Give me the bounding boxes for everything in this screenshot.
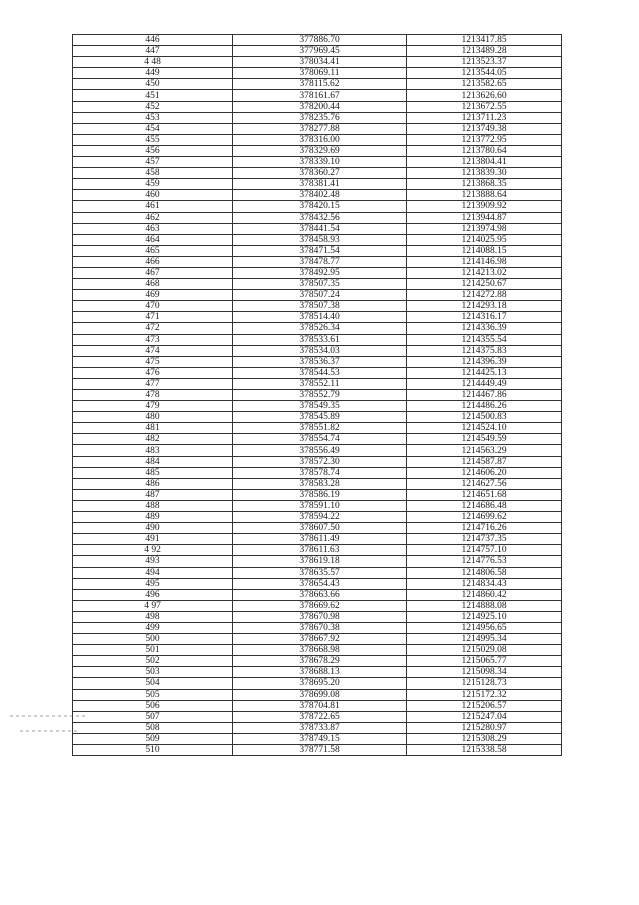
point-number-cell: 455 (73, 134, 233, 145)
y-coordinate-cell: 1213772.95 (407, 134, 562, 145)
y-coordinate-cell: 1214272.88 (407, 290, 562, 301)
x-coordinate-cell: 378235.76 (233, 112, 407, 123)
point-number-cell: 474 (73, 345, 233, 356)
y-coordinate-cell: 1215247.04 (407, 711, 562, 722)
y-coordinate-cell: 1214396.39 (407, 356, 562, 367)
point-number-cell: 479 (73, 401, 233, 412)
point-number-cell: 464 (73, 234, 233, 245)
table-row (73, 256, 562, 267)
point-number-cell: 496 (73, 589, 233, 600)
coordinates-table-body (73, 35, 562, 756)
y-coordinate-cell: 1215098.34 (407, 667, 562, 678)
x-coordinate-cell: 378034.41 (233, 57, 407, 68)
x-coordinate-cell: 378552.11 (233, 378, 407, 389)
table-row (73, 545, 562, 556)
y-coordinate-cell: 1214293.18 (407, 301, 562, 312)
point-number-cell: 470 (73, 301, 233, 312)
table-row (73, 35, 562, 46)
x-coordinate-cell: 378552.79 (233, 390, 407, 401)
table-row (73, 79, 562, 90)
y-coordinate-cell: 1214716.26 (407, 523, 562, 534)
y-coordinate-cell: 1215206.57 (407, 700, 562, 711)
y-coordinate-cell: 1213489.28 (407, 46, 562, 57)
table-row (73, 611, 562, 622)
table-row (73, 567, 562, 578)
point-number-cell: 467 (73, 267, 233, 278)
point-number-cell: 490 (73, 523, 233, 534)
point-number-cell: 504 (73, 678, 233, 689)
y-coordinate-cell: 1214486.26 (407, 401, 562, 412)
coordinates-table (72, 34, 562, 756)
y-coordinate-cell: 1214925.10 (407, 611, 562, 622)
point-number-cell: 468 (73, 279, 233, 290)
x-coordinate-cell: 378492.95 (233, 267, 407, 278)
point-number-cell: 473 (73, 334, 233, 345)
table-row (73, 512, 562, 523)
y-coordinate-cell: 1213672.55 (407, 101, 562, 112)
table-row (73, 445, 562, 456)
x-coordinate-cell: 378667.92 (233, 634, 407, 645)
point-number-cell: 493 (73, 556, 233, 567)
y-coordinate-cell: 1214524.10 (407, 423, 562, 434)
x-coordinate-cell: 378578.74 (233, 467, 407, 478)
y-coordinate-cell: 1213868.35 (407, 179, 562, 190)
x-coordinate-cell: 378471.54 (233, 245, 407, 256)
y-coordinate-cell: 1213804.41 (407, 157, 562, 168)
point-number-cell: 471 (73, 312, 233, 323)
x-coordinate-cell: 378507.38 (233, 301, 407, 312)
table-row (73, 678, 562, 689)
point-number-cell: 487 (73, 489, 233, 500)
y-coordinate-cell: 1213780.64 (407, 145, 562, 156)
table-row (73, 57, 562, 68)
y-coordinate-cell: 1214686.48 (407, 500, 562, 511)
table-row (73, 345, 562, 356)
x-coordinate-cell: 378551.82 (233, 423, 407, 434)
y-coordinate-cell: 1214776.53 (407, 556, 562, 567)
point-number-cell: 463 (73, 223, 233, 234)
x-coordinate-cell: 378611.63 (233, 545, 407, 556)
y-coordinate-cell: 1215065.77 (407, 656, 562, 667)
table-row (73, 733, 562, 744)
point-number-cell: 451 (73, 90, 233, 101)
table-row (73, 423, 562, 434)
table-row (73, 301, 562, 312)
point-number-cell: 482 (73, 434, 233, 445)
table-row (73, 589, 562, 600)
table-row (73, 90, 562, 101)
y-coordinate-cell: 1214995.34 (407, 634, 562, 645)
point-number-cell: 447 (73, 46, 233, 57)
table-row (73, 157, 562, 168)
x-coordinate-cell: 378507.35 (233, 279, 407, 290)
y-coordinate-cell: 1213909.92 (407, 201, 562, 212)
table-row (73, 356, 562, 367)
x-coordinate-cell: 378549.35 (233, 401, 407, 412)
table-row (73, 145, 562, 156)
y-coordinate-cell: 1214467.86 (407, 390, 562, 401)
x-coordinate-cell: 378402.48 (233, 190, 407, 201)
y-coordinate-cell: 1215338.58 (407, 745, 562, 756)
x-coordinate-cell: 378544.53 (233, 367, 407, 378)
point-number-cell: 462 (73, 212, 233, 223)
y-coordinate-cell: 1214834.43 (407, 578, 562, 589)
point-number-cell: 480 (73, 412, 233, 423)
y-coordinate-cell: 1213944.87 (407, 212, 562, 223)
x-coordinate-cell: 378277.88 (233, 123, 407, 134)
point-number-cell: 456 (73, 145, 233, 156)
point-number-cell: 4 92 (73, 545, 233, 556)
x-coordinate-cell: 378678.29 (233, 656, 407, 667)
y-coordinate-cell: 1213523.37 (407, 57, 562, 68)
point-number-cell: 4 97 (73, 600, 233, 611)
x-coordinate-cell: 378670.98 (233, 611, 407, 622)
y-coordinate-cell: 1214563.29 (407, 445, 562, 456)
y-coordinate-cell: 1214355.54 (407, 334, 562, 345)
x-coordinate-cell: 378556.49 (233, 445, 407, 456)
table-row (73, 478, 562, 489)
point-number-cell: 508 (73, 722, 233, 733)
table-row (73, 401, 562, 412)
x-coordinate-cell: 378381.41 (233, 179, 407, 190)
point-number-cell: 505 (73, 689, 233, 700)
y-coordinate-cell: 1214425.13 (407, 367, 562, 378)
point-number-cell: 472 (73, 323, 233, 334)
x-coordinate-cell: 378069.11 (233, 68, 407, 79)
table-row (73, 556, 562, 567)
x-coordinate-cell: 378554.74 (233, 434, 407, 445)
y-coordinate-cell: 1213888.64 (407, 190, 562, 201)
point-number-cell: 498 (73, 611, 233, 622)
x-coordinate-cell: 378534.03 (233, 345, 407, 356)
y-coordinate-cell: 1214606.20 (407, 467, 562, 478)
x-coordinate-cell: 378420.15 (233, 201, 407, 212)
table-row (73, 722, 562, 733)
x-coordinate-cell: 378607.50 (233, 523, 407, 534)
point-number-cell: 475 (73, 356, 233, 367)
table-row (73, 112, 562, 123)
x-coordinate-cell: 378669.62 (233, 600, 407, 611)
x-coordinate-cell: 377969.45 (233, 46, 407, 57)
table-row (73, 323, 562, 334)
table-row (73, 634, 562, 645)
table-row (73, 500, 562, 511)
y-coordinate-cell: 1213417.85 (407, 35, 562, 46)
x-coordinate-cell: 378360.27 (233, 168, 407, 179)
table-row (73, 223, 562, 234)
y-coordinate-cell: 1213839.30 (407, 168, 562, 179)
point-number-cell: 507 (73, 711, 233, 722)
table-row (73, 101, 562, 112)
point-number-cell: 503 (73, 667, 233, 678)
y-coordinate-cell: 1214587.87 (407, 456, 562, 467)
point-number-cell: 502 (73, 656, 233, 667)
point-number-cell: 506 (73, 700, 233, 711)
table-row (73, 267, 562, 278)
x-coordinate-cell: 378654.43 (233, 578, 407, 589)
point-number-cell: 466 (73, 256, 233, 267)
point-number-cell: 486 (73, 478, 233, 489)
x-coordinate-cell: 378695.20 (233, 678, 407, 689)
point-number-cell: 449 (73, 68, 233, 79)
x-coordinate-cell: 378699.08 (233, 689, 407, 700)
table-row (73, 578, 562, 589)
point-number-cell: 509 (73, 733, 233, 744)
y-coordinate-cell: 1214449.49 (407, 378, 562, 389)
point-number-cell: 446 (73, 35, 233, 46)
y-coordinate-cell: 1214088.15 (407, 245, 562, 256)
x-coordinate-cell: 378591.10 (233, 500, 407, 511)
x-coordinate-cell: 378704.81 (233, 700, 407, 711)
scan-artifact (20, 730, 80, 732)
y-coordinate-cell: 1214375.83 (407, 345, 562, 356)
y-coordinate-cell: 1213749.38 (407, 123, 562, 134)
point-number-cell: 485 (73, 467, 233, 478)
table-row (73, 245, 562, 256)
y-coordinate-cell: 1214146.98 (407, 256, 562, 267)
point-number-cell: 494 (73, 567, 233, 578)
y-coordinate-cell: 1215029.08 (407, 645, 562, 656)
table-row (73, 456, 562, 467)
y-coordinate-cell: 1214500.83 (407, 412, 562, 423)
x-coordinate-cell: 378533.61 (233, 334, 407, 345)
x-coordinate-cell: 378635.57 (233, 567, 407, 578)
point-number-cell: 477 (73, 378, 233, 389)
table-row (73, 667, 562, 678)
point-number-cell: 465 (73, 245, 233, 256)
x-coordinate-cell: 378478.77 (233, 256, 407, 267)
table-row (73, 279, 562, 290)
point-number-cell: 488 (73, 500, 233, 511)
x-coordinate-cell: 378514.40 (233, 312, 407, 323)
table-row (73, 711, 562, 722)
table-row (73, 201, 562, 212)
y-coordinate-cell: 1215308.29 (407, 733, 562, 744)
table-row (73, 645, 562, 656)
y-coordinate-cell: 1215280.97 (407, 722, 562, 733)
point-number-cell: 484 (73, 456, 233, 467)
y-coordinate-cell: 1214213.02 (407, 267, 562, 278)
point-number-cell: 450 (73, 79, 233, 90)
x-coordinate-cell: 378441.54 (233, 223, 407, 234)
point-number-cell: 459 (73, 179, 233, 190)
y-coordinate-cell: 1214336.39 (407, 323, 562, 334)
table-row (73, 390, 562, 401)
point-number-cell: 476 (73, 367, 233, 378)
point-number-cell: 510 (73, 745, 233, 756)
table-row (73, 622, 562, 633)
x-coordinate-cell: 378572.30 (233, 456, 407, 467)
x-coordinate-cell: 378536.37 (233, 356, 407, 367)
x-coordinate-cell: 378432.56 (233, 212, 407, 223)
point-number-cell: 454 (73, 123, 233, 134)
table-row (73, 290, 562, 301)
y-coordinate-cell: 1215172.32 (407, 689, 562, 700)
x-coordinate-cell: 378688.13 (233, 667, 407, 678)
table-row (73, 489, 562, 500)
table-row (73, 168, 562, 179)
table-row (73, 179, 562, 190)
y-coordinate-cell: 1213626.60 (407, 90, 562, 101)
point-number-cell: 483 (73, 445, 233, 456)
x-coordinate-cell: 378722.65 (233, 711, 407, 722)
y-coordinate-cell: 1213974.98 (407, 223, 562, 234)
point-number-cell: 457 (73, 157, 233, 168)
y-coordinate-cell: 1214549.59 (407, 434, 562, 445)
y-coordinate-cell: 1214025.95 (407, 234, 562, 245)
point-number-cell: 501 (73, 645, 233, 656)
table-row (73, 378, 562, 389)
x-coordinate-cell: 378583.28 (233, 478, 407, 489)
x-coordinate-cell: 378200.44 (233, 101, 407, 112)
table-row (73, 134, 562, 145)
point-number-cell: 461 (73, 201, 233, 212)
table-row (73, 412, 562, 423)
y-coordinate-cell: 1214956.65 (407, 622, 562, 633)
x-coordinate-cell: 378507.24 (233, 290, 407, 301)
point-number-cell: 500 (73, 634, 233, 645)
point-number-cell: 452 (73, 101, 233, 112)
x-coordinate-cell: 378586.19 (233, 489, 407, 500)
table-row (73, 523, 562, 534)
y-coordinate-cell: 1214860.42 (407, 589, 562, 600)
point-number-cell: 481 (73, 423, 233, 434)
x-coordinate-cell: 378545.89 (233, 412, 407, 423)
y-coordinate-cell: 1213544.05 (407, 68, 562, 79)
x-coordinate-cell: 378611.49 (233, 534, 407, 545)
x-coordinate-cell: 377886.70 (233, 35, 407, 46)
table-row (73, 46, 562, 57)
point-number-cell: 495 (73, 578, 233, 589)
table-row (73, 234, 562, 245)
x-coordinate-cell: 378663.66 (233, 589, 407, 600)
table-row (73, 68, 562, 79)
y-coordinate-cell: 1215128.73 (407, 678, 562, 689)
point-number-cell: 458 (73, 168, 233, 179)
point-number-cell: 453 (73, 112, 233, 123)
table-row (73, 312, 562, 323)
x-coordinate-cell: 378161.67 (233, 90, 407, 101)
x-coordinate-cell: 378316.00 (233, 134, 407, 145)
table-row (73, 467, 562, 478)
point-number-cell: 460 (73, 190, 233, 201)
y-coordinate-cell: 1213711.23 (407, 112, 562, 123)
point-number-cell: 499 (73, 622, 233, 633)
table-row (73, 434, 562, 445)
x-coordinate-cell: 378670.38 (233, 622, 407, 633)
x-coordinate-cell: 378594.22 (233, 512, 407, 523)
point-number-cell: 489 (73, 512, 233, 523)
table-row (73, 700, 562, 711)
y-coordinate-cell: 1214250.67 (407, 279, 562, 290)
x-coordinate-cell: 378458.93 (233, 234, 407, 245)
x-coordinate-cell: 378339.10 (233, 157, 407, 168)
table-row (73, 534, 562, 545)
table-row (73, 656, 562, 667)
y-coordinate-cell: 1214806.58 (407, 567, 562, 578)
table-row (73, 367, 562, 378)
y-coordinate-cell: 1214316.17 (407, 312, 562, 323)
x-coordinate-cell: 378526.34 (233, 323, 407, 334)
table-row (73, 334, 562, 345)
table-row (73, 689, 562, 700)
y-coordinate-cell: 1214737.35 (407, 534, 562, 545)
table-row (73, 190, 562, 201)
table-row (73, 212, 562, 223)
y-coordinate-cell: 1213582.65 (407, 79, 562, 90)
y-coordinate-cell: 1214627.56 (407, 478, 562, 489)
y-coordinate-cell: 1214699.62 (407, 512, 562, 523)
point-number-cell: 4 48 (73, 57, 233, 68)
table-row (73, 745, 562, 756)
y-coordinate-cell: 1214757.10 (407, 545, 562, 556)
y-coordinate-cell: 1214888.08 (407, 600, 562, 611)
x-coordinate-cell: 378749.15 (233, 733, 407, 744)
point-number-cell: 469 (73, 290, 233, 301)
table-row (73, 123, 562, 134)
x-coordinate-cell: 378733.87 (233, 722, 407, 733)
x-coordinate-cell: 378619.18 (233, 556, 407, 567)
point-number-cell: 491 (73, 534, 233, 545)
y-coordinate-cell: 1214651.68 (407, 489, 562, 500)
point-number-cell: 478 (73, 390, 233, 401)
x-coordinate-cell: 378771.58 (233, 745, 407, 756)
x-coordinate-cell: 378329.69 (233, 145, 407, 156)
x-coordinate-cell: 378115.62 (233, 79, 407, 90)
table-row (73, 600, 562, 611)
x-coordinate-cell: 378668.98 (233, 645, 407, 656)
